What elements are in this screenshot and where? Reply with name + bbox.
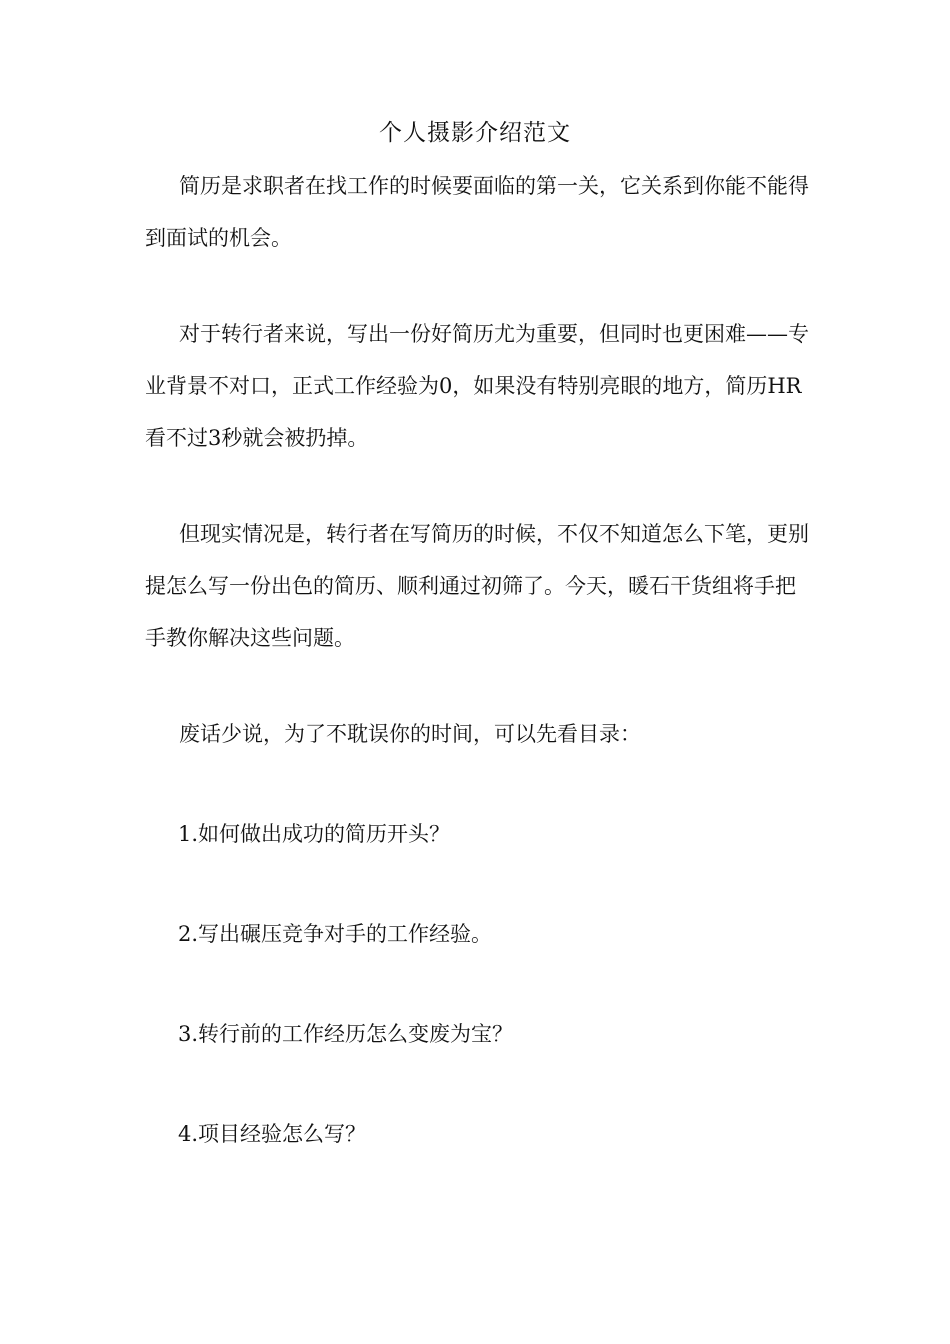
- paragraph-career-changers: 对于转行者来说，写出一份好简历尤为重要，但同时也更困难——专业背景不对口，正式工作经验为0，如果没有特别亮眼的地方，简历HR看不过3秒就会被扔掉。: [145, 322, 809, 450]
- paragraph-reality: 但现实情况是，转行者在写简历的时候，不仅不知道怎么下笔，更别提怎么写一份出色的简历、顺利通过初筛了。今天，暖石干货组将手把手教你解决这些问题。: [145, 522, 809, 650]
- paragraph-toc-intro: 废话少说，为了不耽误你的时间，可以先看目录：: [179, 722, 641, 746]
- toc-item: 2.写出碾压竞争对手的工作经验。: [178, 922, 493, 946]
- toc-item: 1.如何做出成功的简历开头？: [178, 822, 451, 846]
- toc-item: 3.转行前的工作经历怎么变废为宝？: [178, 1022, 514, 1046]
- paragraph-intro: 简历是求职者在找工作的时候要面临的第一关，它关系到你能不能得到面试的机会。: [145, 174, 809, 250]
- toc-item: 4.项目经验怎么写？: [178, 1122, 367, 1146]
- document-title: 个人摄影介绍范文: [379, 120, 571, 146]
